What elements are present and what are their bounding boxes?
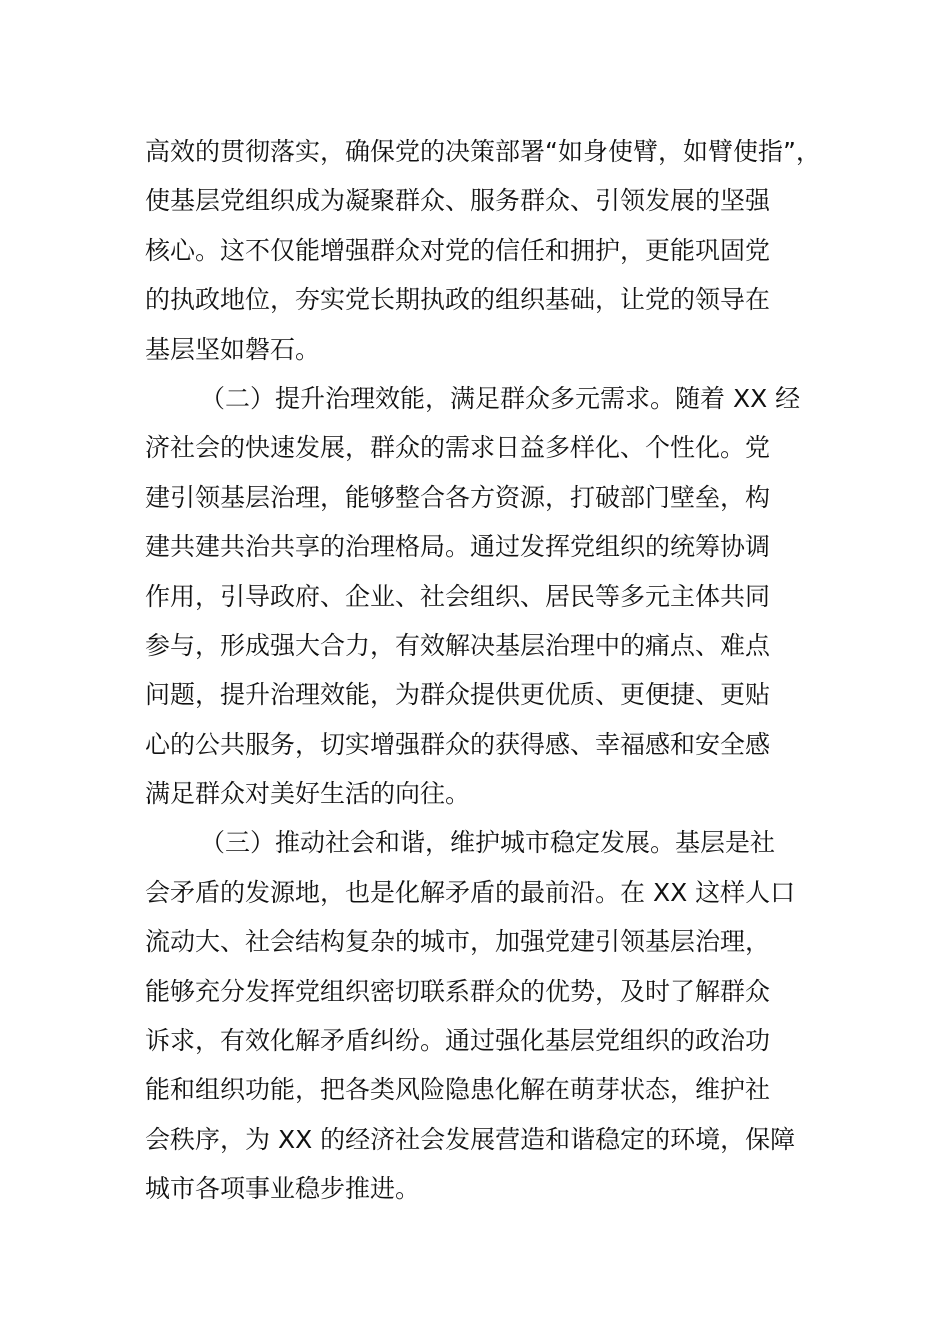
text-line: 能够充分发挥党组织密切联系群众的优势，及时了解群众 xyxy=(145,976,771,1006)
text-line: 的执政地位，夯实党长期执政的组织基础，让党的领导在 xyxy=(145,285,771,315)
text-line: 问题，提升治理效能，为群众提供更优质、更便捷、更贴 xyxy=(145,680,771,710)
text-line: 会矛盾的发源地，也是化解矛盾的最前沿。在 XX 这样人口 xyxy=(145,877,796,907)
text-line: 建引领基层治理，能够整合各方资源，打破部门壁垒，构 xyxy=(145,482,771,512)
text-line: 作用，引导政府、企业、社会组织、居民等多元主体共同 xyxy=(145,581,771,611)
document-body xyxy=(145,127,821,1214)
text-line: 参与，形成强大合力，有效解决基层治理中的痛点、难点 xyxy=(145,630,771,660)
text-line: 建共建共治共享的治理格局。通过发挥党组织的统筹协调 xyxy=(145,532,771,562)
text-line: 会秩序，为 XX 的经济社会发展营造和谐稳定的环境，保障 xyxy=(145,1124,796,1154)
section-heading-line: （三）推动社会和谐，维护城市稳定发展。基层是社 xyxy=(200,828,776,858)
section-heading-line: （二）提升治理效能，满足群众多元需求。随着 XX 经 xyxy=(200,383,801,413)
text-line: 基层坚如磐石。 xyxy=(145,334,321,364)
text-line: 流动大、社会结构复杂的城市，加强党建引领基层治理， xyxy=(145,927,771,957)
text-line: 诉求，有效化解矛盾纠纷。通过强化基层党组织的政治功 xyxy=(145,1026,771,1056)
text-line: 核心。这不仅能增强群众对党的信任和拥护，更能巩固党 xyxy=(145,235,771,265)
paragraph-continuation xyxy=(145,127,821,374)
text-line: 满足群众对美好生活的向往。 xyxy=(145,779,471,809)
text-line: 使基层党组织成为凝聚群众、服务群众、引领发展的坚强 xyxy=(145,186,771,216)
text-line: 心的公共服务，切实增强群众的获得感、幸福感和安全感 xyxy=(145,729,771,759)
text-line: 能和组织功能，把各类风险隐患化解在萌芽状态，维护社 xyxy=(145,1075,771,1105)
text-line: 高效的贯彻落实，确保党的决策部署“如身使臂，如臂使指”， xyxy=(145,137,821,166)
paragraph-section-3 xyxy=(145,818,810,1213)
text-line: 城市各项事业稳步推进。 xyxy=(145,1174,421,1204)
paragraph-section-2 xyxy=(145,374,810,819)
text-line: 济社会的快速发展，群众的需求日益多样化、个性化。党 xyxy=(145,433,771,463)
